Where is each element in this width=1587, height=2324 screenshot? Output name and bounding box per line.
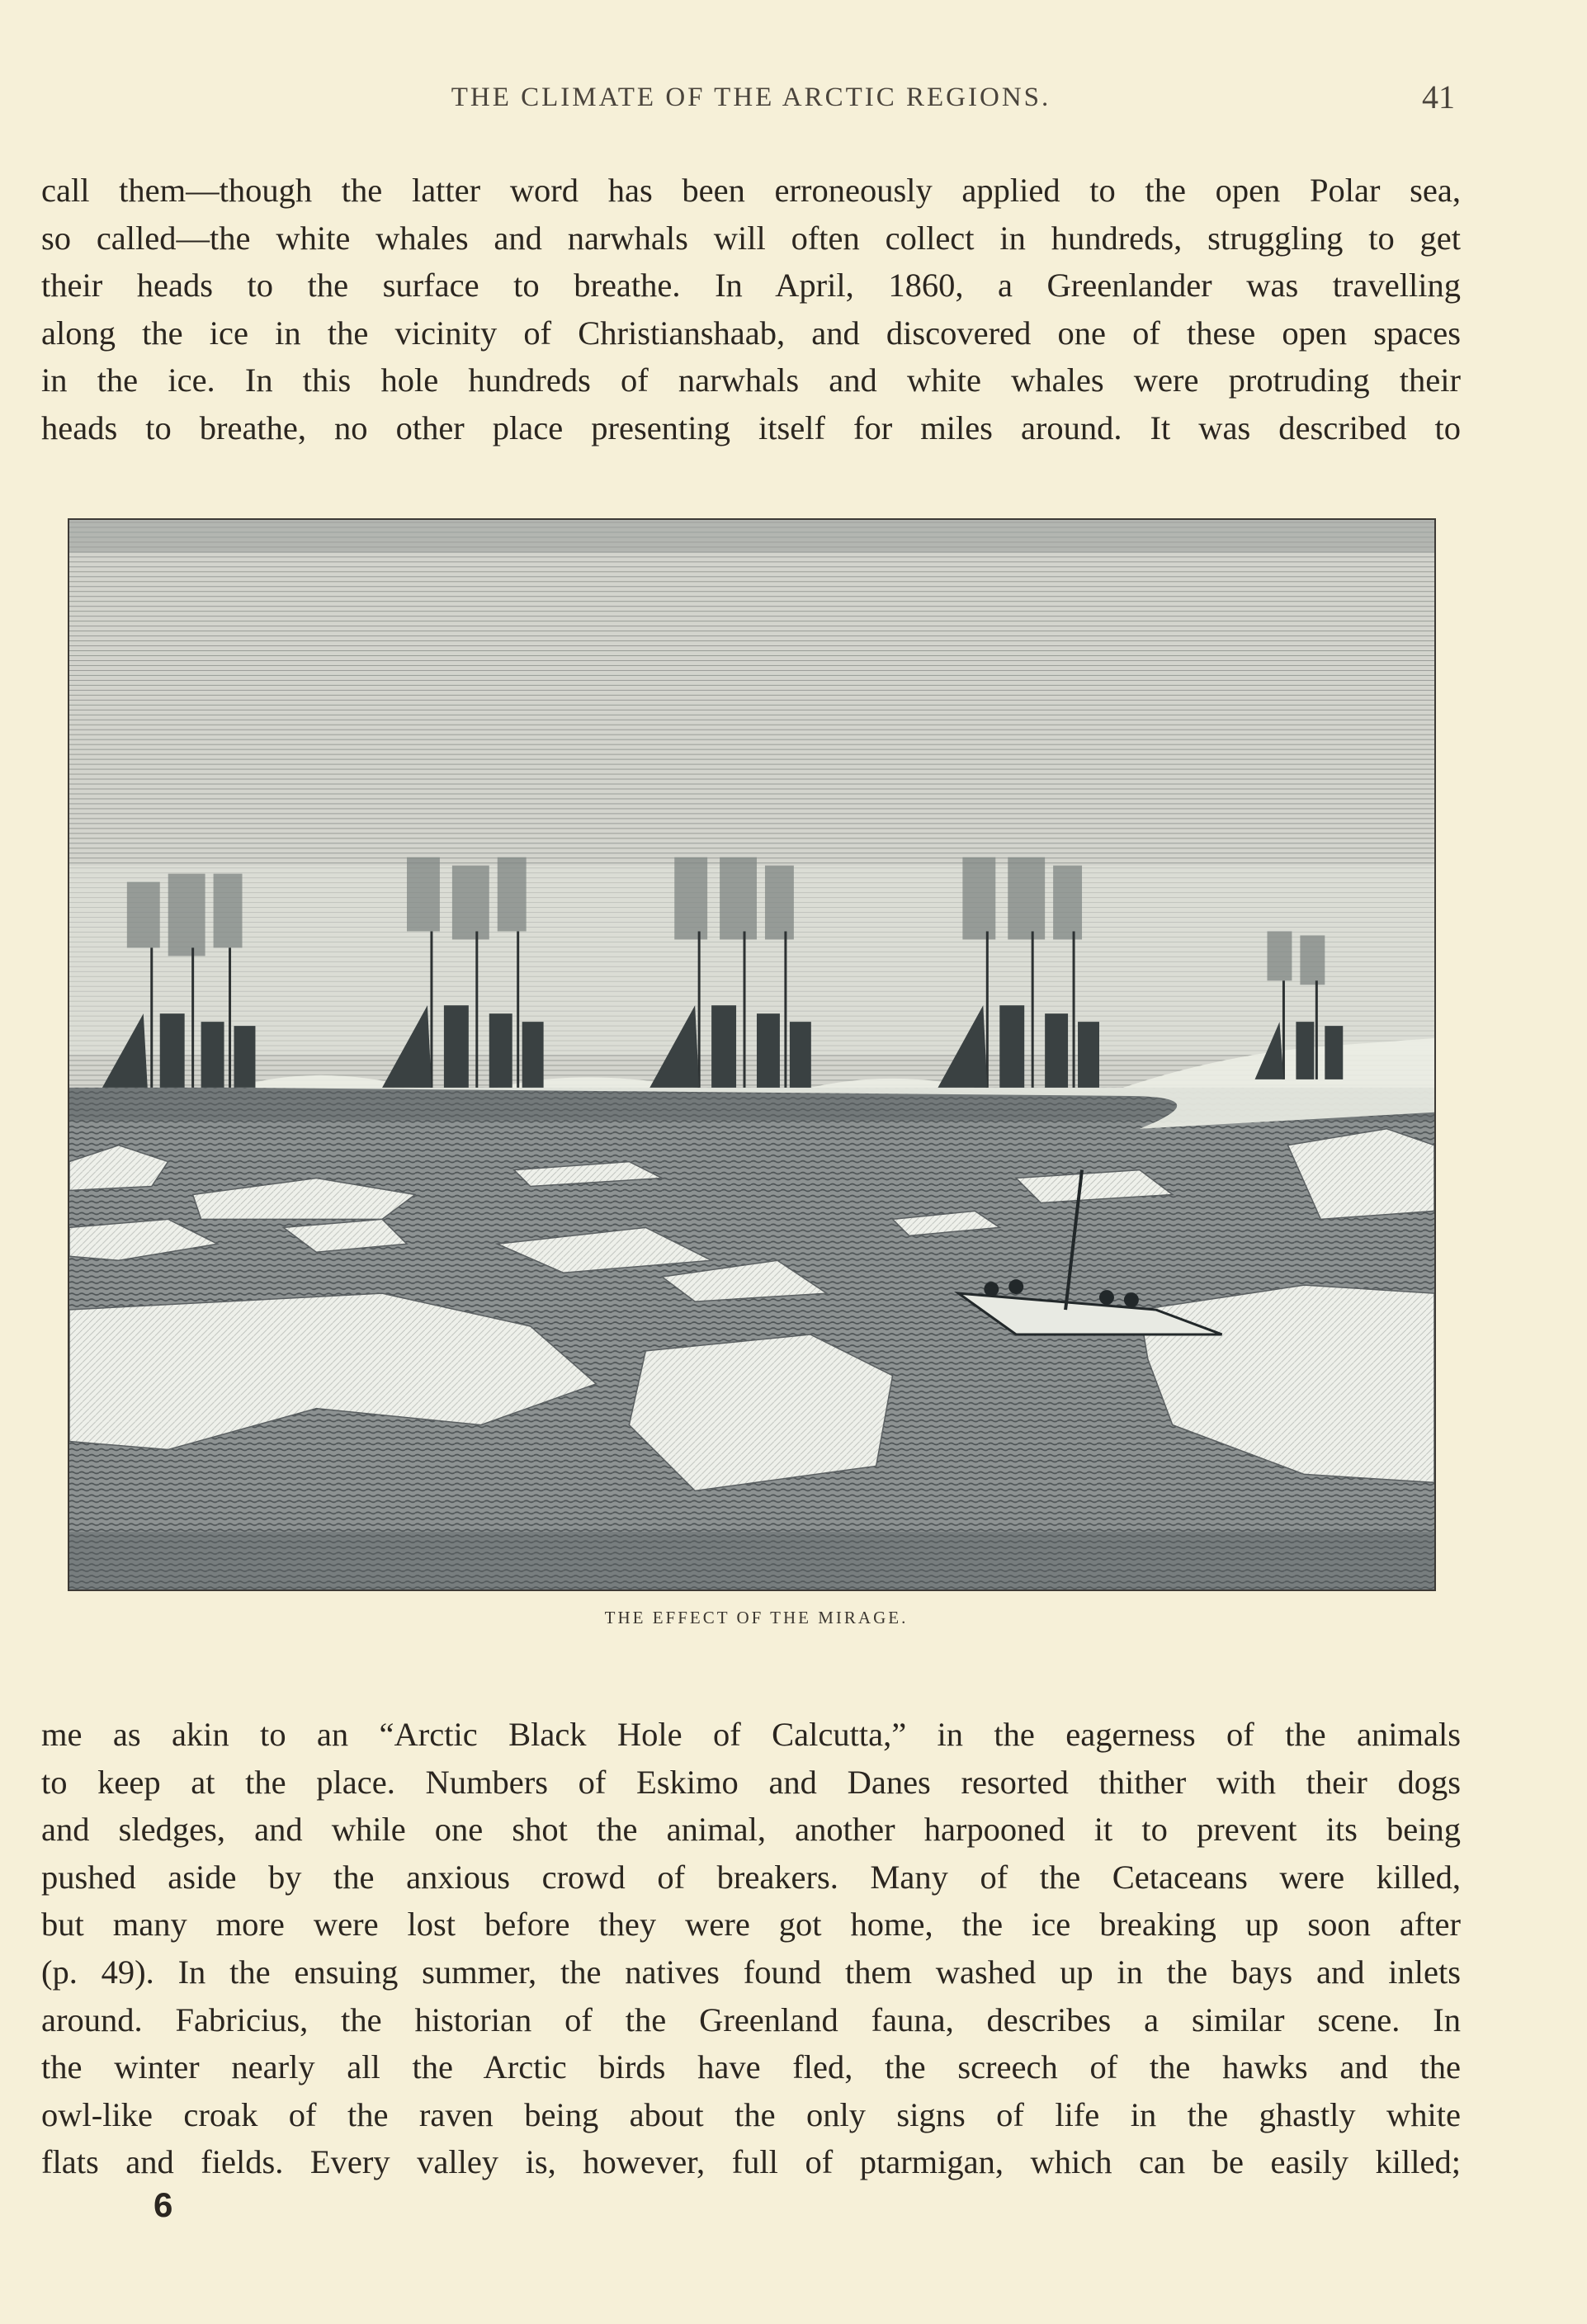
running-header [0, 78, 1587, 132]
page-number: 41 [1422, 78, 1455, 116]
text-line: so called—the white whales and narwhals will often collect in hundreds, struggling to get [41, 219, 1461, 257]
text-line: the winter nearly all the Arctic birds have fled, the screech of the hawks and the [41, 2048, 1461, 2086]
mirage-engraving [68, 518, 1436, 1591]
text-line: heads to breathe, no other place presenting itself for miles around. It was described to [41, 409, 1461, 446]
text-line: pushed aside by the anxious crowd of breakers. Many of the Cetaceans were killed, [41, 1858, 1461, 1896]
text-line: in the ice. In this hole hundreds of narwhals and white whales were protruding their [41, 361, 1461, 399]
text-line: around. Fabricius, the historian of the Greenland fauna, describes a similar scene. In [41, 2000, 1461, 2038]
text-line: (p. 49). In the ensuing summer, the natives found them washed up in the bays and inlets [41, 1953, 1461, 1991]
text-line: call them—though the latter word has been erroneously applied to the open Polar sea, [41, 172, 1461, 209]
signature-mark: 6 [154, 2185, 173, 2224]
text-line: flats and fields. Every valley is, however, full of ptarmigan, which can be easily killed; [41, 2143, 1461, 2181]
figure-caption: THE EFFECT OF THE MIRAGE. [604, 1608, 909, 1627]
text-line: along the ice in the vicinity of Christianshaab, and discovered one of these open spaces [41, 314, 1461, 352]
text-line: and sledges, and while one shot the animal, another harpooned it to prevent its being [41, 1811, 1461, 1849]
text-line: me as akin to an “Arctic Black Hole of Calcutta,” in the eagerness of the animals [41, 1716, 1461, 1753]
text-line: their heads to the surface to breathe. In April, 1860, a Greenlander was travelling [41, 267, 1461, 305]
text-line: owl-like croak of the raven being about the only signs of life in the ghastly white [41, 2095, 1461, 2133]
running-title: THE CLIMATE OF THE ARCTIC REGIONS. [451, 83, 1051, 112]
text-line: but many more were lost before they were got home, the ice breaking up soon after [41, 1906, 1461, 1944]
body-text-top [41, 167, 1461, 452]
body-text-bottom [41, 1711, 1461, 2186]
text-line: to keep at the place. Numbers of Eskimo and Danes resorted thither with their dogs [41, 1763, 1461, 1801]
